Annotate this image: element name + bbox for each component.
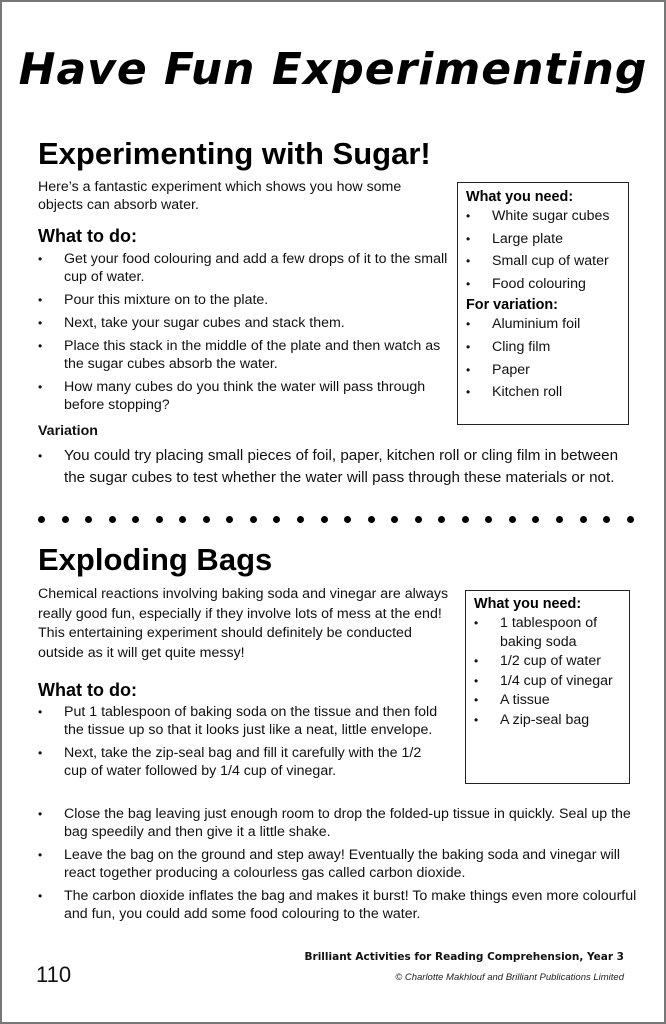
divider-dot xyxy=(250,516,257,523)
divider-dot xyxy=(368,516,375,523)
list-item: • Place this stack in the middle of the plate and then watch as the sugar cubes absorb the water. xyxy=(38,337,448,373)
divider-dot xyxy=(273,516,280,523)
list-item: • Cling film xyxy=(466,338,620,356)
list-item: • Close the bag leaving just enough room to drop the folded-up tissue in quickly. Seal up the bag speedily and then give it a little shake. xyxy=(38,805,638,841)
sugar-section-heading: Experimenting with Sugar! xyxy=(38,136,431,171)
page-number: 110 xyxy=(36,962,72,987)
divider-dot xyxy=(344,516,351,523)
sugar-what-to-do-heading: What to do: xyxy=(38,226,137,246)
page-title: Have Fun Experimenting xyxy=(18,44,648,95)
list-item: • Leave the bag on the ground and step away! Eventually the baking soda and vinegar will react together producing a colourless gas called carbon dioxide. xyxy=(38,846,638,882)
list-item: • You could try placing small pieces of foil, paper, kitchen roll or cling film in between the sugar cubes to test whether the water will pass through these materials or not. xyxy=(38,445,628,489)
bags-need-title: What you need: xyxy=(474,596,582,612)
sugar-need-title: What you need: xyxy=(466,189,574,205)
list-item: • Kitchen roll xyxy=(466,383,620,401)
divider-dot xyxy=(532,516,539,523)
sugar-need-list xyxy=(466,207,620,293)
sugar-variation-heading: Variation xyxy=(38,423,98,439)
sugar-variation-list xyxy=(38,445,628,494)
list-item: • Next, take your sugar cubes and stack them. xyxy=(38,314,448,332)
sugar-variation-title: For variation: xyxy=(466,297,558,314)
sugar-what-you-need-box xyxy=(457,182,629,425)
list-item: • Small cup of water xyxy=(466,252,620,270)
bags-steps-list-continued xyxy=(38,805,638,928)
bags-need-list xyxy=(474,614,621,729)
list-item: • White sugar cubes xyxy=(466,207,620,225)
list-item: • Pour this mixture on to the plate. xyxy=(38,291,448,309)
sugar-variation-need-list xyxy=(466,315,620,401)
list-item: • 1/2 cup of water xyxy=(474,652,621,671)
divider-dot xyxy=(556,516,563,523)
divider-dot xyxy=(62,516,69,523)
divider-dot xyxy=(132,516,139,523)
list-item: • Paper xyxy=(466,361,620,379)
list-item: • A zip-seal bag xyxy=(474,711,621,730)
list-item: • Next, take the zip-seal bag and fill it carefully with the 1/2 cup of water followed by 1/4 cup of vinegar. xyxy=(38,744,444,780)
list-item: • 1 tablespoon of baking soda xyxy=(474,614,621,651)
list-item: • Put 1 tablespoon of baking soda on the tissue and then fold the tissue up so that it looks just like a neat, little envelope. xyxy=(38,703,444,739)
divider-dot xyxy=(580,516,587,523)
divider-dot xyxy=(85,516,92,523)
bags-intro: Chemical reactions involving baking soda and vinegar are always really good fun, especially if they involve lots of mess at the end! This entertaining experiment should definitely be conducted outside as it will get quite messy! xyxy=(38,586,449,661)
list-item: • Get your food colouring and add a few drops of it to the small cup of water. xyxy=(38,250,448,286)
bags-section-heading: Exploding Bags xyxy=(38,542,273,577)
divider-dot xyxy=(297,516,304,523)
divider-dot xyxy=(226,516,233,523)
divider-dot xyxy=(415,516,422,523)
list-item: • Food colouring xyxy=(466,275,620,293)
divider-dot xyxy=(391,516,398,523)
sugar-steps-list xyxy=(38,250,448,419)
sugar-intro: Here’s a fantastic experiment which shows you how some objects can absorb water. xyxy=(38,179,402,213)
divider-dot xyxy=(321,516,328,523)
copyright-notice: © Charlotte Makhlouf and Brilliant Publications Limited xyxy=(395,972,624,983)
dotted-divider xyxy=(38,512,634,526)
divider-dot xyxy=(627,516,634,523)
book-title: Brilliant Activities for Reading Comprehension, Year 3 xyxy=(304,951,624,963)
list-item: • Large plate xyxy=(466,230,620,248)
divider-dot xyxy=(462,516,469,523)
bags-what-to-do-heading: What to do: xyxy=(38,680,137,700)
list-item: • How many cubes do you think the water will pass through before stopping? xyxy=(38,378,448,414)
divider-dot xyxy=(438,516,445,523)
list-item: • 1/4 cup of vinegar xyxy=(474,672,621,691)
list-item: • Aluminium foil xyxy=(466,315,620,333)
list-item: • The carbon dioxide inflates the bag and makes it burst! To make things even more colourful and fun, you could add some food colouring to the water. xyxy=(38,887,638,923)
divider-dot xyxy=(603,516,610,523)
divider-dot xyxy=(203,516,210,523)
list-item: • A tissue xyxy=(474,691,621,710)
divider-dot xyxy=(485,516,492,523)
divider-dot xyxy=(179,516,186,523)
divider-dot xyxy=(156,516,163,523)
bags-what-you-need-box xyxy=(465,590,630,784)
divider-dot xyxy=(109,516,116,523)
bags-steps-list xyxy=(38,703,444,785)
divider-dot xyxy=(38,516,45,523)
divider-dot xyxy=(509,516,516,523)
